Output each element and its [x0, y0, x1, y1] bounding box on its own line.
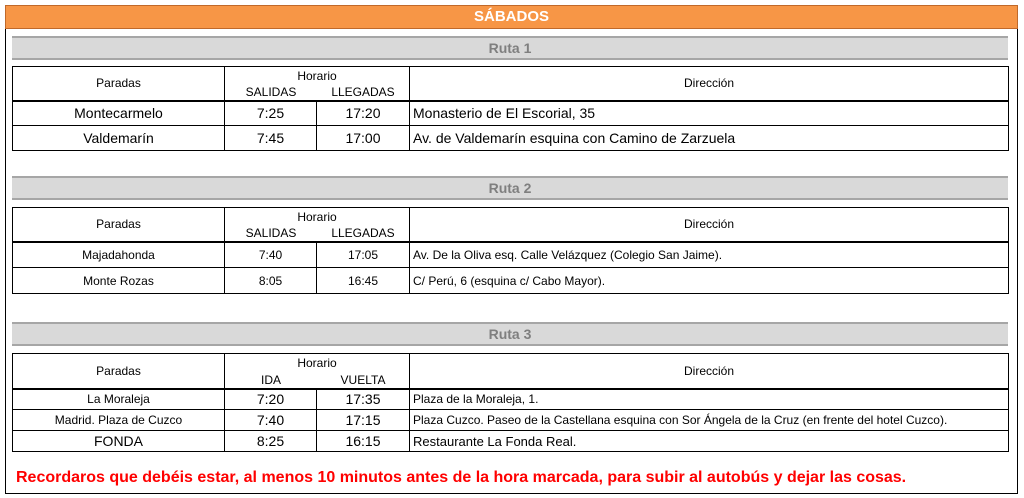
departure-time: 7:40 — [225, 242, 317, 268]
salidas-label: SALIDAS — [245, 84, 297, 99]
table-header-row — [13, 208, 1009, 242]
table-row — [13, 268, 1009, 294]
stop-address: Restaurante La Fonda Real. — [410, 431, 1009, 452]
llegadas-label: LLEGADAS — [331, 225, 395, 240]
stop-address: Plaza de la Moraleja, 1. — [410, 389, 1009, 410]
route-3-table — [12, 353, 1009, 452]
direccion-header: Dirección — [410, 67, 1009, 101]
table-row — [13, 410, 1009, 431]
arrival-time: 17:05 — [317, 242, 410, 268]
arrival-time: 17:20 — [317, 101, 410, 126]
table-row — [13, 101, 1009, 126]
direccion-header: Dirección — [410, 208, 1009, 242]
stop-address: Av. De la Oliva esq. Calle Velázquez (Colegio San Jaime). — [410, 242, 1009, 268]
reminder-note: Recordaros que debéis estar, al menos 10 minutos antes de la hora marcada, para subir al autobús y dejar las cosas. — [16, 469, 907, 486]
stop-name: Monte Rozas — [13, 268, 225, 294]
horario-label: Horario — [297, 69, 337, 83]
horario-header — [225, 67, 410, 101]
departure-time: 7:20 — [225, 389, 317, 410]
stop-name: La Moraleja — [13, 389, 225, 410]
stop-name: Madrid. Plaza de Cuzco — [13, 410, 225, 431]
departure-time: 7:25 — [225, 101, 317, 126]
table-row — [13, 242, 1009, 268]
paradas-header: Paradas — [13, 208, 225, 242]
llegadas-label: LLEGADAS — [331, 84, 395, 99]
salidas-label: SALIDAS — [245, 225, 297, 240]
vuelta-label: VUELTA — [340, 372, 386, 387]
arrival-time: 17:00 — [317, 126, 410, 151]
stop-name: Majadahonda — [13, 242, 225, 268]
stop-name: Valdemarín — [13, 126, 225, 151]
paradas-header: Paradas — [13, 67, 225, 101]
table-header-row — [13, 67, 1009, 101]
stop-address: Plaza Cuzco. Paseo de la Castellana esquina con Sor Ángela de la Cruz (en frente del hotel Cuzco). — [410, 410, 1009, 431]
table-row — [13, 431, 1009, 452]
horario-label: Horario — [297, 356, 337, 370]
stop-address: C/ Perú, 6 (esquina c/ Cabo Mayor). — [410, 268, 1009, 294]
table-row — [13, 126, 1009, 151]
direccion-header: Dirección — [410, 354, 1009, 389]
route-3-title: Ruta 3 — [12, 322, 1008, 346]
route-2-table — [12, 207, 1009, 294]
route-1-title: Ruta 1 — [12, 36, 1008, 60]
route-1-table — [12, 66, 1009, 151]
ida-label: IDA — [260, 372, 281, 387]
table-header-row — [13, 354, 1009, 389]
header-title: SÁBADOS — [473, 8, 549, 25]
stop-name: FONDA — [13, 431, 225, 452]
horario-header — [225, 354, 410, 389]
arrival-time: 16:45 — [317, 268, 410, 294]
departure-time: 7:40 — [225, 410, 317, 431]
stop-address: Monasterio de El Escorial, 35 — [410, 101, 1009, 126]
arrival-time: 16:15 — [317, 431, 410, 452]
table-row — [13, 389, 1009, 410]
horario-label: Horario — [297, 210, 337, 224]
paradas-header: Paradas — [13, 354, 225, 389]
stop-name: Montecarmelo — [13, 101, 225, 126]
arrival-time: 17:15 — [317, 410, 410, 431]
departure-time: 8:05 — [225, 268, 317, 294]
horario-header — [225, 208, 410, 242]
departure-time: 7:45 — [225, 126, 317, 151]
route-2-title: Ruta 2 — [12, 176, 1008, 200]
arrival-time: 17:35 — [317, 389, 410, 410]
stop-address: Av. de Valdemarín esquina con Camino de Zarzuela — [410, 126, 1009, 151]
page-header — [5, 5, 1018, 29]
departure-time: 8:25 — [225, 431, 317, 452]
